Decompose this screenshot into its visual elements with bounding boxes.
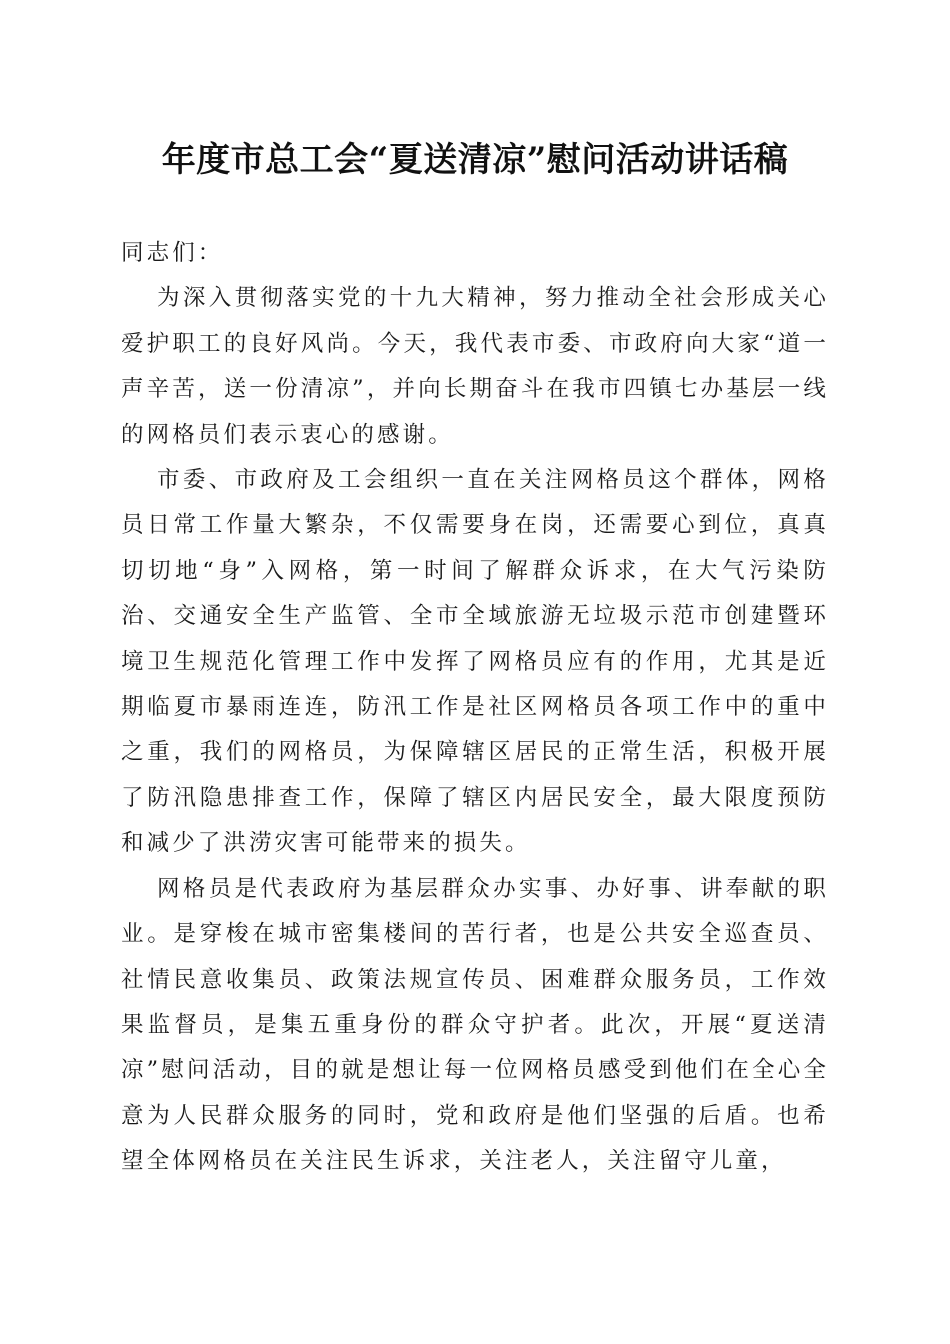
document-title: 年度市总工会“夏送清凉”慰问活动讲话稿 <box>161 140 789 180</box>
paragraph-1: 为深入贯彻落实党的十九大精神，努力推动全社会形成关心爱护职工的良好风尚。今天，我代表市委、市政府向大家“道一声辛苦，送一份清凉”，并向长期奋斗在我市四镇七办基层一线的网格员们表示衷心的感谢。 <box>121 285 829 448</box>
paragraph-3: 网格员是代表政府为基层群众办实事、办好事、讲奉献的职业。是穿梭在城市密集楼间的苦行者，也是公共安全巡查员、社情民意收集员、政策法规宣传员、困难群众服务员，工作效果监督员，是集五重身份的群众守护者。此次，开展“夏送清凉”慰问活动，目的就是想让每一位网格员感受到他们在全心全意为人民群众服务的同时，党和政府是他们坚强的后盾。也希望全体网格员在关注民生诉求，关注老人，关注留守儿童， <box>121 875 829 1175</box>
salutation: 同志们： <box>121 240 224 266</box>
paragraph-2: 市委、市政府及工会组织一直在关注网格员这个群体，网格员日常工作量大繁杂，不仅需要身在岗，还需要心到位，真真切切地“身”入网格，第一时间了解群众诉求，在大气污染防治、交通安全生产监管、全市全域旅游无垃圾示范市创建暨环境卫生规范化管理工作中发挥了网格员应有的作用，尤其是近期临夏市暴雨连连，防汛工作是社区网格员各项工作中的重中之重，我们的网格员，为保障辖区居民的正常生活，积极开展了防汛隐患排查工作，保障了辖区内居民安全，最大限度预防和减少了洪涝灾害可能带来的损失。 <box>121 467 829 857</box>
document-body <box>121 231 829 1185</box>
